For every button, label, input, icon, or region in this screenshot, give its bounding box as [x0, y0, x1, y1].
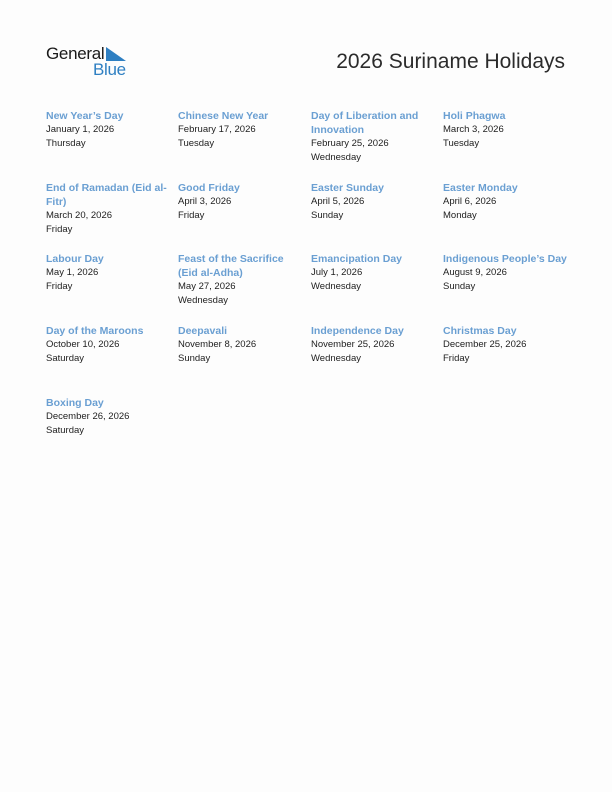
holiday-name: Christmas Day	[443, 325, 517, 337]
holiday-name: Holi Phagwa	[443, 110, 506, 122]
holiday-weekday: Friday	[443, 353, 470, 364]
holiday-weekday: Monday	[443, 210, 477, 221]
generalblue-logo	[46, 44, 136, 80]
holiday-name: Easter Sunday	[311, 182, 384, 194]
logo-word-general: General	[46, 44, 105, 63]
holiday-entry	[443, 109, 567, 151]
holiday-weekday: Saturday	[46, 353, 85, 364]
holiday-weekday: Saturday	[46, 425, 85, 436]
holiday-entry	[178, 324, 302, 366]
holiday-date: December 25, 2026	[443, 339, 527, 350]
holiday-weekday: Wednesday	[311, 152, 361, 163]
holiday-weekday: Tuesday	[178, 138, 215, 149]
holiday-date: April 6, 2026	[443, 196, 497, 207]
holiday-date: February 17, 2026	[178, 124, 256, 135]
holiday-name: Boxing Day	[46, 397, 104, 409]
holiday-date: October 10, 2026	[46, 339, 120, 350]
holiday-date: March 20, 2026	[46, 210, 113, 221]
holiday-name: Independence Day	[311, 325, 404, 337]
holiday-date: December 26, 2026	[46, 411, 130, 422]
holiday-entry	[311, 252, 435, 294]
holiday-entry	[46, 324, 170, 366]
holiday-weekday: Wednesday	[311, 353, 361, 364]
holiday-weekday: Thursday	[46, 138, 86, 149]
holiday-date: November 8, 2026	[178, 339, 257, 350]
holiday-date: February 25, 2026	[311, 138, 389, 149]
holiday-name: Indigenous People’s Day	[443, 253, 567, 265]
holiday-date: May 1, 2026	[46, 267, 99, 278]
holiday-name: Good Friday	[178, 182, 240, 194]
holiday-entry	[443, 181, 567, 223]
holiday-entry	[311, 324, 435, 366]
holiday-name: New Year’s Day	[46, 110, 124, 122]
holiday-name: End of Ramadan (Eid al-Fitr)	[46, 182, 167, 208]
holiday-date: April 5, 2026	[311, 196, 365, 207]
holiday-name: Day of the Maroons	[46, 325, 144, 337]
holiday-date: November 25, 2026	[311, 339, 395, 350]
holiday-name: Day of Liberation and Innovation	[311, 110, 419, 136]
holiday-date: August 9, 2026	[443, 267, 507, 278]
holiday-date: January 1, 2026	[46, 124, 115, 135]
holiday-weekday: Sunday	[178, 353, 211, 364]
holiday-entry	[443, 252, 573, 294]
holiday-entry	[311, 181, 435, 223]
holiday-entry	[46, 252, 170, 294]
holiday-date: April 3, 2026	[178, 196, 232, 207]
holiday-date: July 1, 2026	[311, 267, 363, 278]
logo-word-blue: Blue	[93, 60, 126, 79]
holiday-weekday: Wednesday	[178, 295, 228, 306]
logo-triangle-icon	[106, 47, 126, 61]
holiday-entry	[311, 109, 427, 165]
holiday-name: Easter Monday	[443, 182, 518, 194]
holiday-entry	[443, 324, 567, 366]
holiday-name: Chinese New Year	[178, 110, 269, 122]
holiday-name: Labour Day	[46, 253, 104, 265]
holiday-weekday: Friday	[178, 210, 205, 221]
holiday-entry	[46, 109, 170, 151]
holiday-entry	[178, 109, 302, 151]
holiday-weekday: Wednesday	[311, 281, 361, 292]
holiday-weekday: Sunday	[443, 281, 476, 292]
holiday-weekday: Friday	[46, 224, 73, 235]
holiday-date: May 27, 2026	[178, 281, 236, 292]
holiday-entry	[178, 252, 296, 308]
holiday-name: Emancipation Day	[311, 253, 403, 265]
holiday-name: Feast of the Sacrifice (Eid al-Adha)	[178, 253, 284, 279]
holiday-date: March 3, 2026	[443, 124, 504, 135]
holiday-weekday: Tuesday	[443, 138, 480, 149]
holiday-entry	[46, 181, 168, 237]
holiday-entry	[178, 181, 302, 223]
holiday-weekday: Sunday	[311, 210, 344, 221]
page-title: 2026 Suriname Holidays	[336, 50, 565, 73]
holiday-weekday: Friday	[46, 281, 73, 292]
holiday-name: Deepavali	[178, 325, 228, 337]
holiday-entry	[46, 396, 170, 438]
